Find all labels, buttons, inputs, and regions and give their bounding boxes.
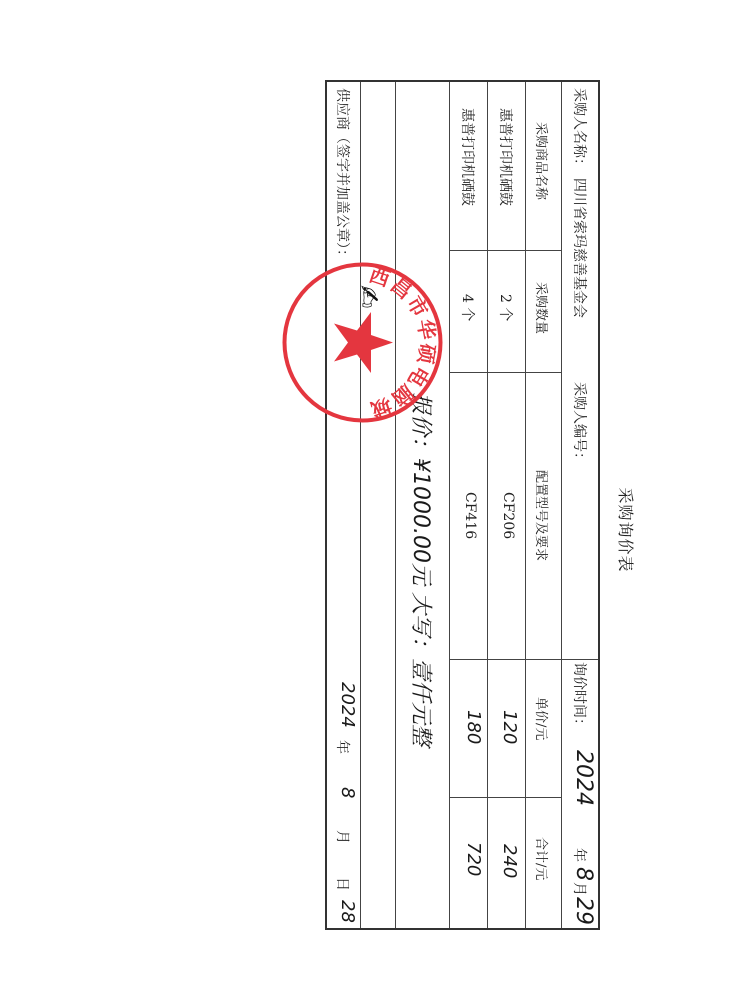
inquiry-time-label: 询价时间： [571, 662, 587, 732]
col-header-total: 合计/元 [533, 837, 548, 881]
seal-text: 西昌市华硕电脑城 [366, 262, 441, 423]
inquiry-year: 2024 [571, 750, 596, 806]
year-char: 年 [571, 848, 587, 862]
col-header-name: 采购商品名称 [533, 122, 548, 201]
buyer-name: 四川省索玛慈善基金会 [571, 178, 587, 318]
buyer-name-label: 采购人名称： [571, 88, 587, 172]
row1-qty: 2 个 [497, 294, 513, 322]
row2-item-name: 惠普打印机硒鼓 [459, 108, 475, 206]
col-header-qty: 采购数量 [533, 282, 548, 335]
row1-unit-price: 120 [499, 710, 520, 745]
month-char: 月 [571, 882, 587, 896]
sign-year: 2024 [337, 682, 358, 728]
row1-item-name: 惠普打印机硒鼓 [497, 108, 513, 206]
sign-day: 28 [337, 900, 358, 923]
sign-year-char: 年 [334, 740, 350, 754]
inquiry-table [325, 80, 600, 930]
supplier-label: 供应商（签字并加盖公章）： [334, 88, 350, 263]
seal-star-icon [334, 312, 393, 373]
sign-month-char: 月 [334, 830, 350, 844]
supplier-signature: ✍ [352, 285, 385, 309]
row1-model: CF206 [500, 492, 516, 540]
inquiry-day: 29 [571, 897, 596, 925]
row1-total: 240 [499, 844, 520, 879]
row2-unit-price: 180 [463, 710, 484, 745]
quote-total: 报价：¥1000.00元 大写：壹仟元整 [408, 392, 433, 746]
col-header-unit-price: 单价/元 [533, 697, 548, 741]
inquiry-month: 8 [571, 867, 596, 881]
buyer-no-label: 采购人编号： [571, 382, 587, 466]
row2-total: 720 [463, 842, 484, 877]
row2-model: CF416 [462, 492, 478, 540]
sign-month: 8 [337, 787, 358, 799]
document-title: 采购询价表 [616, 487, 635, 573]
sign-day-char: 日 [334, 877, 350, 891]
row2-qty: 4 个 [459, 294, 475, 322]
col-header-model: 配置型号及要求 [533, 470, 548, 562]
